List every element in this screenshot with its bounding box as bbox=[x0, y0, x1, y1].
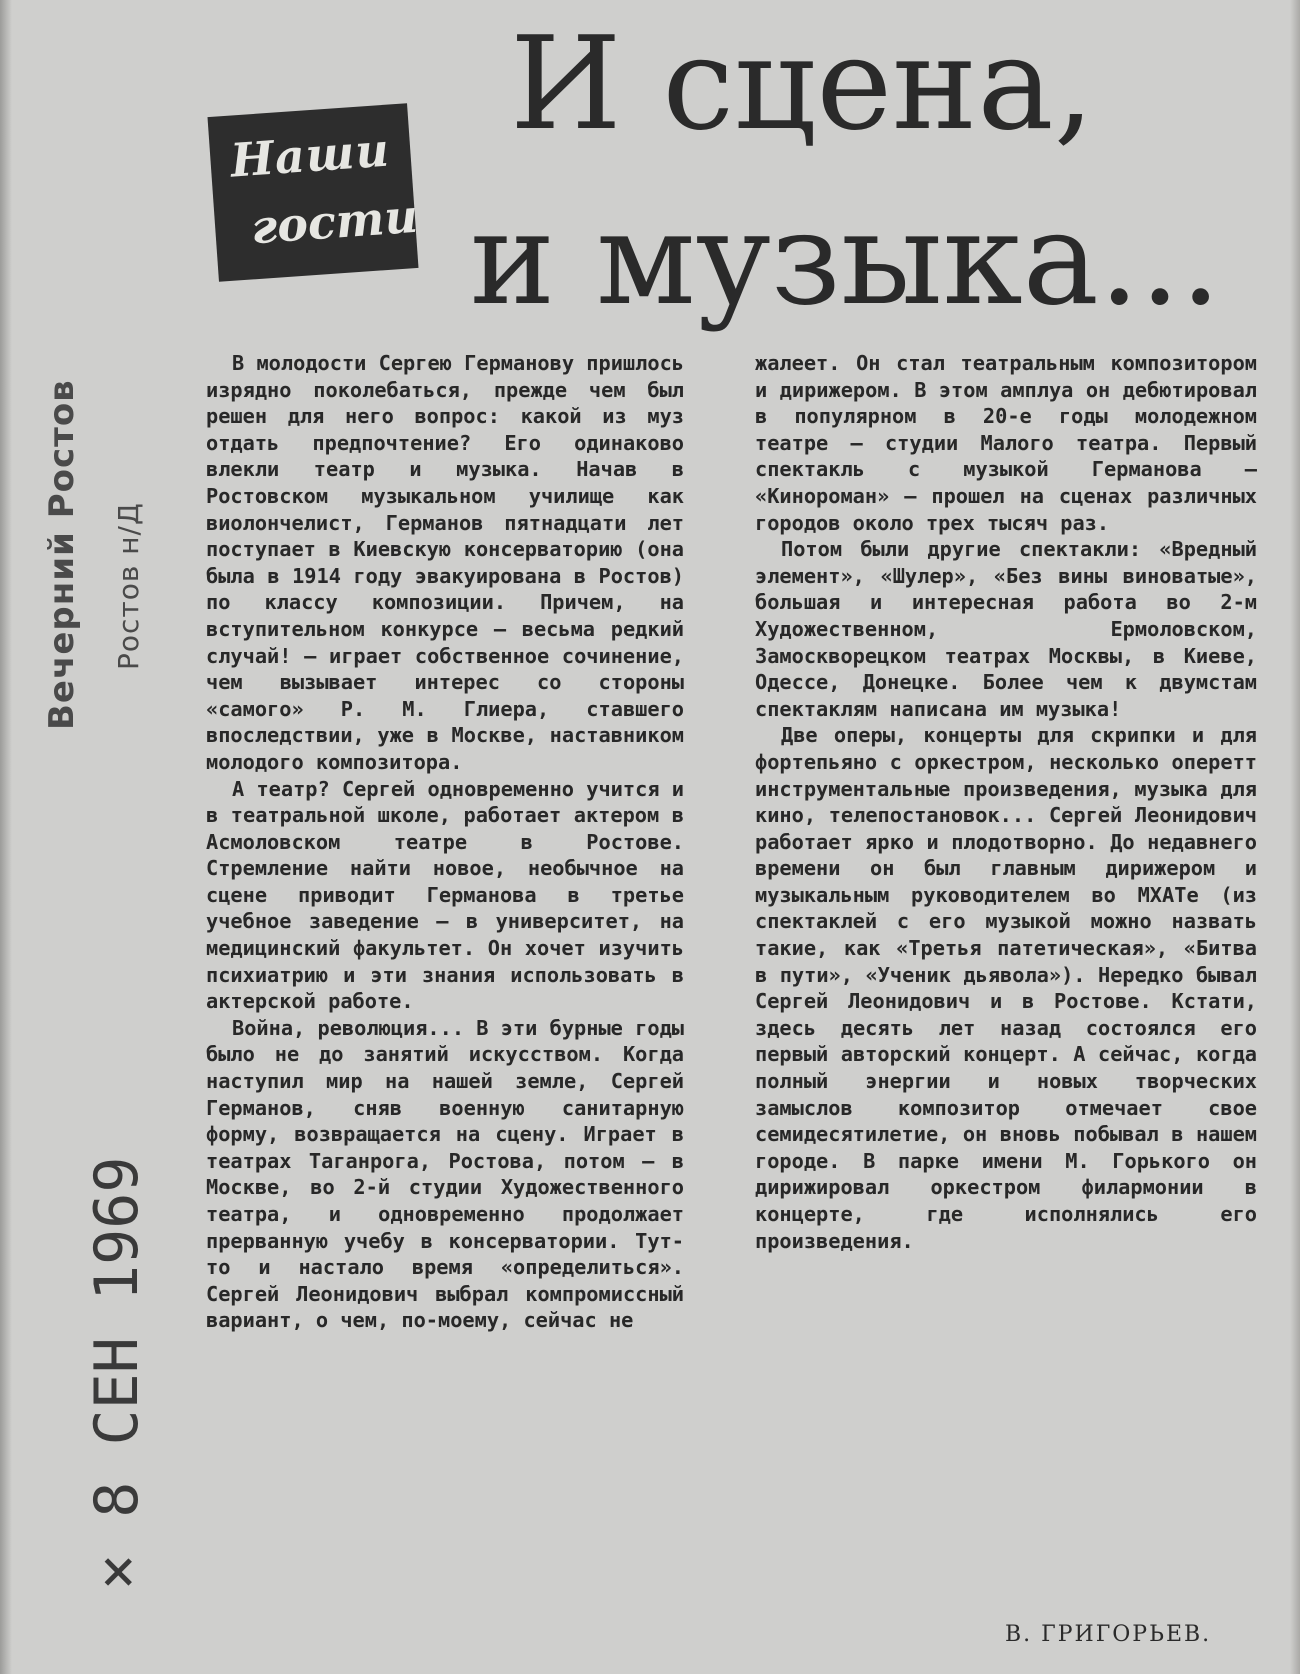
article-column-left bbox=[206, 350, 684, 1334]
archive-stamp bbox=[30, 250, 180, 1650]
headline-line-2: и музыка... bbox=[470, 185, 1221, 334]
author-byline: В. ГРИГОРЬЕВ. bbox=[1005, 1622, 1212, 1647]
paragraph: жалеет. Он стал театральным композитором и дирижером. В этом амплуа он дебютировал в популярном в 20-е годы молодежном театре — студии Малого театра. Первый спектакль с музыкой Германова — «Кинороман» — прошел на сценах различных городов около трех тысяч раз. bbox=[755, 351, 1257, 535]
rubric-badge bbox=[207, 103, 418, 282]
stamp-city: Ростов н/Д bbox=[112, 502, 145, 670]
scan-edge-left bbox=[0, 0, 12, 1674]
stamp-date: × 8 СЕН 1969 bbox=[82, 1156, 152, 1590]
paragraph: Потом были другие спектакли: «Вредный элемент», «Шулер», «Без вины виноватые», большая и интересная работа во 2-м Художественном, Ермоловском, Замоскворецком театрах Москвы, в Киеве, Одессе, Донецке. Более чем к двумстам спектаклям написана им музыка! bbox=[755, 537, 1257, 721]
stamp-newspaper-name: Вечерний Ростов bbox=[42, 379, 82, 730]
paragraph: Война, революция... В эти бурные годы было не до занятий искусством. Когда наступил мир на нашей земле, Сергей Германов, сняв военную санитарную форму, возвращается на сцену. Играет в театрах Таганрога, Ростова, потом — в Москве, во 2-й студии Художественного театра, и одновременно продолжает прерванную учебу в консерватории. Тут-то и настало время «определиться». Сергей Леонидович выбрал компромиссный вариант, о чем, по-моему, сейчас не bbox=[206, 1015, 684, 1333]
rubric-line-1: Наши bbox=[228, 122, 392, 188]
article-column-right bbox=[755, 350, 1257, 1254]
paragraph: Две оперы, концерты для скрипки и для фортепьяно с оркестром, несколько оперетт инструментальные произведения, музыка для кино, телепостановок... Сергей Леонидович работает ярко и плодотворно. До недавнего времени он был главным дирижером и музыкальным руководителем во МХАТе (из спектаклей с его музыкой можно назвать такие, как «Третья патетическая», «Битва в пути», «Ученик дьявола»). Нередко бывал Сергей Леонидович и в Ростове. Кстати, здесь десять лет назад состоялся его первый авторский концерт. А сейчас, когда полный энергии и новых творческих замыслов композитор отмечает свое семидесятилетие, он вновь побывал в нашем городе. В парке имени М. Горького он дирижировал оркестром филармонии в концерте, где исполнялись его произведения. bbox=[755, 723, 1257, 1253]
scan-edge-right bbox=[1290, 0, 1300, 1674]
rubric-line-2: гости bbox=[249, 188, 420, 255]
headline-line-1: И сцена, bbox=[510, 10, 1095, 159]
paragraph: В молодости Сергею Германову пришлось изрядно поколебаться, прежде чем был решен для него вопрос: какой из муз отдать предпочтение? Его одинаково влекли театр и музыка. Начав в Ростовском музыкальном училище как виолончелист, Германов пятнадцати лет поступает в Киевскую консерваторию (она была в 1914 году эвакуирована в Ростов) по классу композиции. Причем, на вступительном конкурсе — весьма редкий случай! — играет собственное сочинение, чем вызывает интерес со стороны «самого» Р. М. Глиера, ставшего впоследствии, уже в Москве, наставником молодого композитора. bbox=[206, 351, 684, 774]
paragraph: А театр? Сергей одновременно учится и в театральной школе, работает актером в Асмоловском театре в Ростове. Стремление найти новое, необычное на сцене приводит Германова в третье учебное заведение — в университет, на медицинский факультет. Он хочет изучить психиатрию и эти знания использовать в актерской работе. bbox=[206, 776, 684, 1014]
